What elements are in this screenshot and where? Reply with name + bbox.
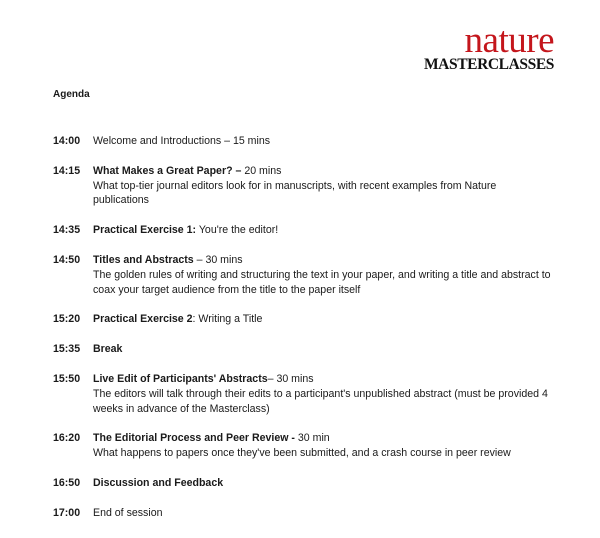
agenda-title: Break xyxy=(93,343,123,356)
agenda-duration: 30 min xyxy=(294,432,330,445)
agenda-duration: 20 mins xyxy=(241,164,282,177)
agenda-duration: – 30 mins xyxy=(267,372,314,385)
agenda-description: The editors will talk through their edits to a participant's unpublished abstract (must be provided 4 weeks in advance of the Masterclass) xyxy=(93,387,548,415)
agenda-item xyxy=(53,342,553,357)
agenda-time: 17:00 xyxy=(53,506,81,519)
agenda-time: 16:50 xyxy=(53,476,81,489)
agenda-title: Live Edit of Participants' Abstracts xyxy=(93,372,268,385)
agenda-description: What happens to papers once they've been submitted, and a crash course in peer review xyxy=(93,447,511,460)
agenda-heading: Agenda xyxy=(53,89,90,100)
agenda-time: 14:15 xyxy=(53,164,81,177)
agenda-item xyxy=(53,506,553,521)
logo-masterclasses-wordmark: MASTERCLASSES xyxy=(423,56,554,73)
agenda-description: What top-tier journal editors look for in manuscripts, with recent examples from Nature publications xyxy=(93,179,497,207)
agenda-time: 14:35 xyxy=(53,224,81,237)
agenda-title: Discussion and Feedback xyxy=(93,476,224,489)
agenda-text: You're the editor! xyxy=(196,224,279,237)
agenda-item xyxy=(53,164,553,208)
agenda-list xyxy=(53,134,553,521)
agenda-text: : Writing a Title xyxy=(192,313,263,326)
agenda-item xyxy=(53,476,553,491)
nature-masterclasses-logo xyxy=(423,20,554,73)
agenda-text: Welcome and Introductions – 15 mins xyxy=(93,135,271,147)
agenda-time: 15:50 xyxy=(53,372,81,385)
agenda-duration: – 30 mins xyxy=(193,253,243,266)
agenda-time: 16:20 xyxy=(53,432,81,445)
agenda-text: End of session xyxy=(93,506,163,519)
agenda-time: 15:20 xyxy=(53,313,81,326)
agenda-item xyxy=(53,372,553,416)
agenda-title: The Editorial Process and Peer Review - xyxy=(93,432,295,445)
agenda-time: 14:00 xyxy=(53,135,81,147)
agenda-item xyxy=(53,312,553,327)
agenda-item xyxy=(53,431,553,461)
agenda-title: Practical Exercise 1: xyxy=(93,224,197,237)
agenda-title: Titles and Abstracts xyxy=(93,253,194,266)
agenda-title: What Makes a Great Paper? – xyxy=(93,164,242,177)
agenda-item xyxy=(53,223,553,238)
agenda-title: Practical Exercise 2 xyxy=(93,313,193,326)
agenda-time: 15:35 xyxy=(53,343,81,356)
agenda-item xyxy=(53,253,553,297)
agenda-item xyxy=(53,134,553,149)
logo-nature-wordmark: nature xyxy=(464,20,554,61)
agenda-description: The golden rules of writing and structuring the text in your paper, and writing a title and abstract to coax your target audience from the title to the paper itself xyxy=(93,268,551,296)
agenda-time: 14:50 xyxy=(53,253,81,266)
